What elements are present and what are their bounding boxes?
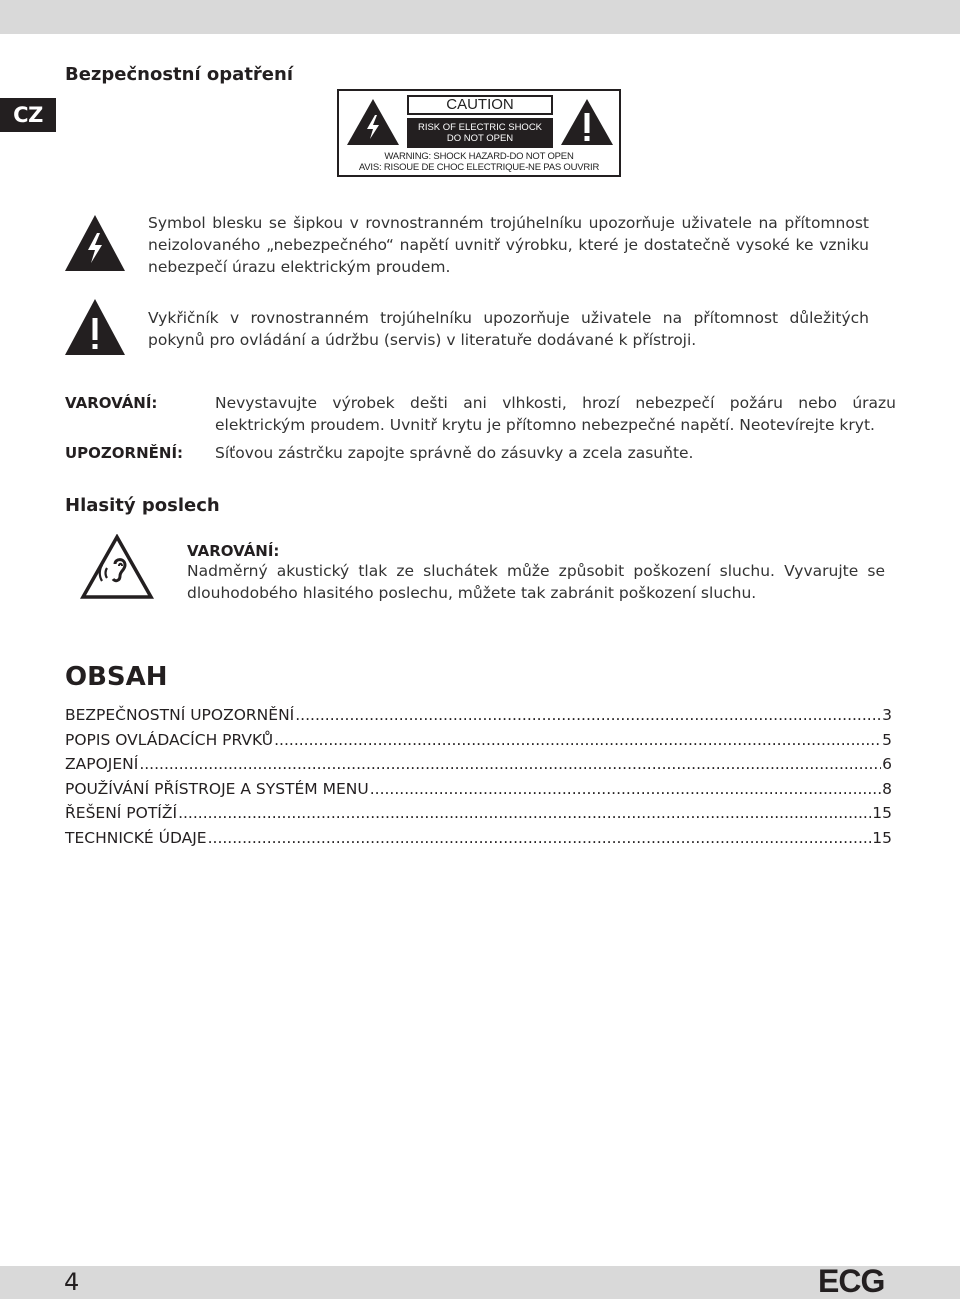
toc-item-title: ZAPOJENÍ — [65, 755, 139, 774]
safety-heading: Bezpečnostní opatření — [65, 64, 293, 85]
toc-item[interactable] — [65, 777, 892, 802]
toc-item[interactable] — [65, 752, 892, 777]
caution-footer — [339, 151, 619, 173]
loud-listening-heading: Hlasitý poslech — [65, 495, 220, 516]
toc-leader — [208, 826, 872, 851]
caution-sign — [337, 89, 621, 177]
warning-text: Nevystavujte výrobek dešti ani vlhkosti, hrozí nebezpečí požáru nebo úrazu elektrickým proudem. Uvnitř krytu je přítomno nebezpečné napětí. Neotevírejte kryt. — [215, 394, 896, 434]
toc-item-title: POPIS OVLÁDACÍCH PRVKŮ — [65, 730, 274, 749]
bottom-bar — [0, 1266, 960, 1299]
toc-item-page: 5 — [882, 730, 892, 749]
toc-item-page: 3 — [882, 706, 892, 724]
toc-item-title: ŘEŠENÍ POTÍŽÍ — [65, 804, 178, 823]
toc-item[interactable] — [65, 826, 892, 851]
toc-item-title: BEZPEČNOSTNÍ UPOZORNĚNÍ — [65, 706, 295, 724]
lightning-warning-icon — [345, 97, 401, 147]
warning-label: VAROVÁNÍ: — [65, 394, 158, 412]
lightning-triangle-icon — [64, 214, 126, 272]
caution-footer-line1: WARNING: SHOCK HAZARD-DO NOT OPEN — [384, 151, 574, 162]
brand-logo: ECG — [818, 1263, 885, 1299]
caution-title: CAUTION — [407, 95, 553, 115]
toc-leader — [295, 703, 881, 728]
toc-item[interactable] — [65, 703, 892, 728]
hearing-damage-icon — [80, 534, 154, 600]
language-tab: CZ — [0, 98, 56, 132]
exclamation-warning-icon — [559, 97, 615, 147]
toc-leader — [178, 801, 871, 826]
lightning-description: Symbol blesku se šipkou v rovnostranném trojúhelníku upozorňuje uživatele na přítomnost neizolovaného „nebezpečného“ napětí uvnitř výrobku, které je dostatečně vysoké ke vzniku nebezpečí úrazu elektrickým proudem. — [148, 214, 869, 276]
toc-item-title: TECHNICKÉ ÚDAJE — [65, 828, 207, 847]
loud-warning-label: VAROVÁNÍ: — [187, 542, 280, 560]
exclamation-triangle-icon — [64, 298, 126, 356]
toc-heading: OBSAH — [65, 662, 168, 692]
table-of-contents — [65, 703, 892, 851]
caution-label: UPOZORNĚNÍ: — [65, 444, 184, 462]
top-bar — [0, 0, 960, 34]
toc-item-page: 15 — [872, 804, 892, 823]
exclamation-description: Vykřičník v rovnostranném trojúhelníku upozorňuje uživatele na přítomnost důležitých pokynů pro ovládání a údržbu (servis) v literatuře dodávané k přístroji. — [148, 309, 869, 349]
toc-item-page: 8 — [882, 779, 892, 798]
toc-item[interactable] — [65, 801, 892, 826]
caution-footer-line2: AVIS: RISOUE DE CHOC ELECTRIQUE-NE PAS OUVRIR — [358, 162, 600, 173]
toc-item-page: 15 — [872, 828, 892, 847]
loud-warning-text: Nadměrný akustický tlak ze sluchátek může způsobit poškození sluchu. Vyvarujte se dlouhodobého hlasitého poslechu, můžete tak zabránit poškození sluchu. — [187, 562, 885, 602]
page-number: 4 — [64, 1268, 80, 1296]
toc-leader — [370, 777, 881, 802]
caution-line2: DO NOT OPEN — [446, 133, 514, 144]
caution-text: Síťovou zástrčku zapojte správně do zásuvky a zcela zasuňte. — [215, 444, 694, 462]
caution-line1: RISK OF ELECTRIC SHOCK — [417, 122, 543, 133]
toc-leader — [274, 728, 881, 753]
toc-leader — [139, 752, 881, 777]
toc-item[interactable] — [65, 728, 892, 753]
toc-item-title: POUŽÍVÁNÍ PŘÍSTROJE A SYSTÉM MENU — [65, 779, 369, 798]
toc-item-page: 6 — [882, 755, 892, 774]
caution-black-panel — [407, 118, 553, 148]
